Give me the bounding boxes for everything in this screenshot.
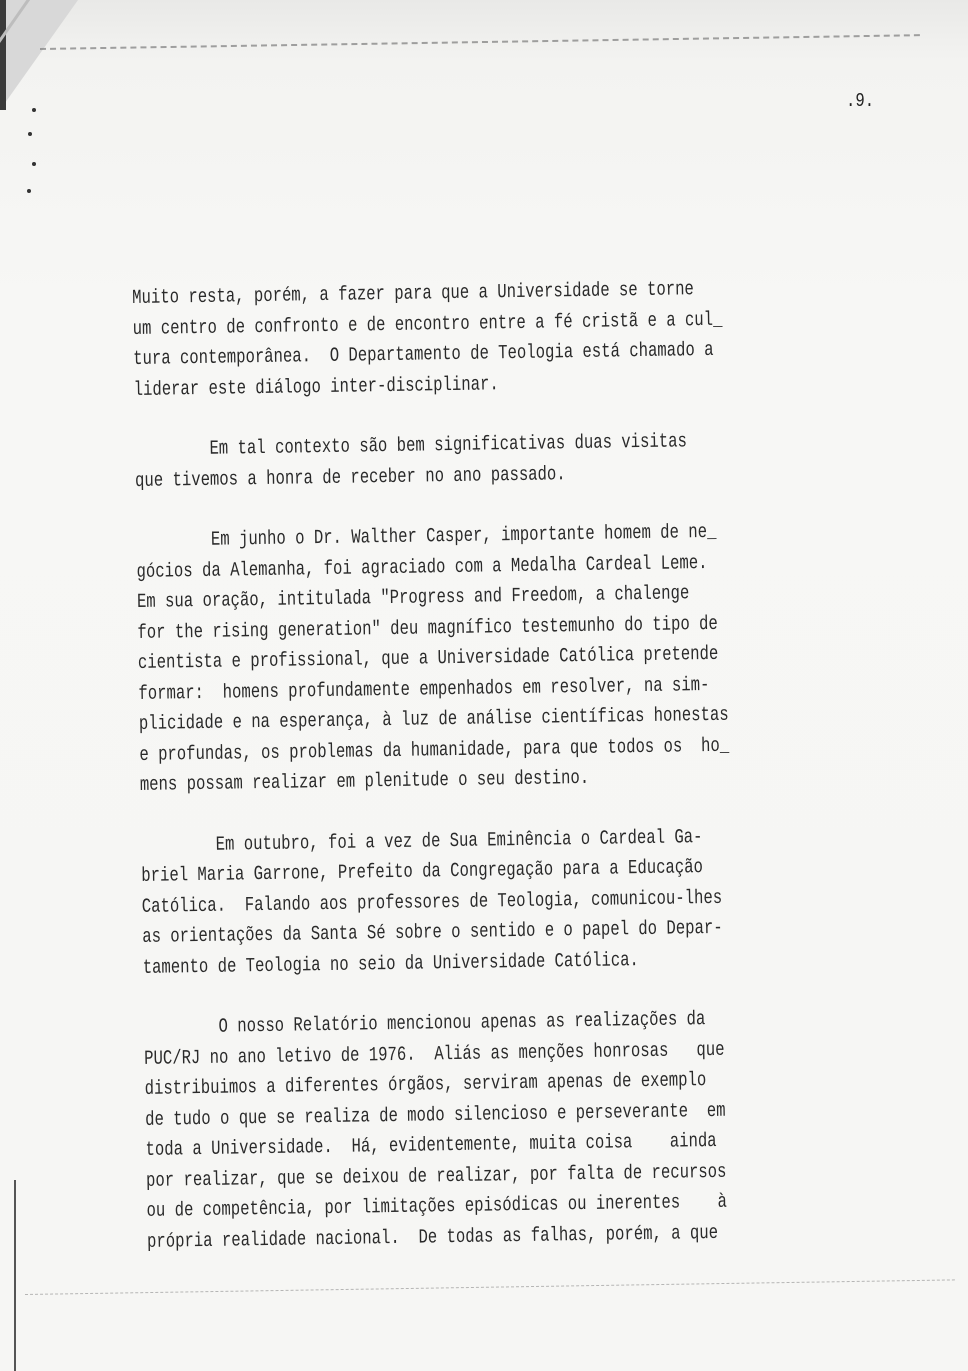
scan-edge-shadow xyxy=(0,0,6,110)
text-line: plicidade e na esperança, à luz de análise científicas honestas xyxy=(138,703,729,736)
text-line: Em sua oração, intitulada "Progress and Freedom, a chalenge xyxy=(136,582,690,614)
paragraph-1 xyxy=(132,272,924,406)
text-line: Em tal contexto são bem significativas duas visitas xyxy=(134,430,688,462)
text-line: gócios da Alemanha, foi agraciado com a Medalha Cardeal Leme. xyxy=(136,551,708,584)
folded-corner xyxy=(0,0,78,110)
paragraph-3 xyxy=(136,515,930,802)
text-line: liderar este diálogo inter-disciplinar. xyxy=(133,372,499,402)
text-line: por realizar, que se deixou de realizar, por falta de recursos xyxy=(145,1160,727,1193)
text-line: distribuimos a diferentes órgãos, serviram apenas de exemplo xyxy=(144,1069,707,1101)
text-line: as orientações da Santa Sé sobre o sentido e o papel do Depar- xyxy=(142,916,723,949)
text-line: e profundas, os problemas da humanidade, para que todos os ho_ xyxy=(139,734,730,767)
text-line: for the rising generation" deu magnífico testemunho do tipo de xyxy=(137,612,719,645)
text-line: O nosso Relatório mencionou apenas as realizações da xyxy=(143,1008,706,1040)
speck xyxy=(32,108,36,112)
text-line: tura contemporânea. O Departamento de Teologia está chamado a xyxy=(133,338,714,371)
text-line: própria realidade nacional. De todas as falhas, porém, a que xyxy=(146,1221,719,1254)
speck xyxy=(28,132,32,136)
body-text xyxy=(132,272,937,1258)
text-line: briel Maria Garrone, Prefeito da Congregação para a Educação xyxy=(141,856,704,888)
speck xyxy=(32,162,36,166)
paragraph-4 xyxy=(141,819,933,984)
bottom-dashed-rule xyxy=(25,1279,955,1295)
text-line: tamento de Teologia no seio da Universidade Católica. xyxy=(142,948,640,980)
left-page-edge xyxy=(14,1180,16,1371)
text-line: um centro de confronto e de encontro entre a fé cristã e a cul_ xyxy=(132,308,723,341)
text-line: ou de competência, por limitações episódicas ou inerentes à xyxy=(146,1190,728,1223)
text-line: formar: homens profundamente empenhados em resolver, na sim- xyxy=(138,673,710,706)
text-line: mens possam realizar em plenitude o seu destino. xyxy=(139,766,590,797)
text-line: Em junho o Dr. Walther Casper, importante homem de ne_ xyxy=(135,520,717,553)
text-line: que tivemos a honra de receber no ano passado. xyxy=(134,462,566,493)
text-line: cientista e profissional, que a Universidade Católica pretende xyxy=(137,642,719,675)
paragraph-5 xyxy=(143,1002,937,1258)
text-line: PUC/RJ no ano letivo de 1976. Aliás as menções honrosas que xyxy=(143,1038,725,1071)
text-line: toda a Universidade. Há, evidentemente, muita coisa ainda xyxy=(145,1129,717,1162)
page-number: .9. xyxy=(846,90,875,112)
text-line: Em outubro, foi a vez de Sua Eminência o Cardeal Ga- xyxy=(140,825,703,858)
speck xyxy=(27,189,31,193)
text-line: Muito resta, porém, a fazer para que a Universidade se torne xyxy=(132,278,695,310)
text-line: Católica. Falando aos professores de Teologia, comunicou-lhes xyxy=(141,886,723,919)
top-dashed-rule xyxy=(40,34,920,50)
text-line: de tudo o que se realiza de modo silencioso e perseverante em xyxy=(144,1099,726,1132)
